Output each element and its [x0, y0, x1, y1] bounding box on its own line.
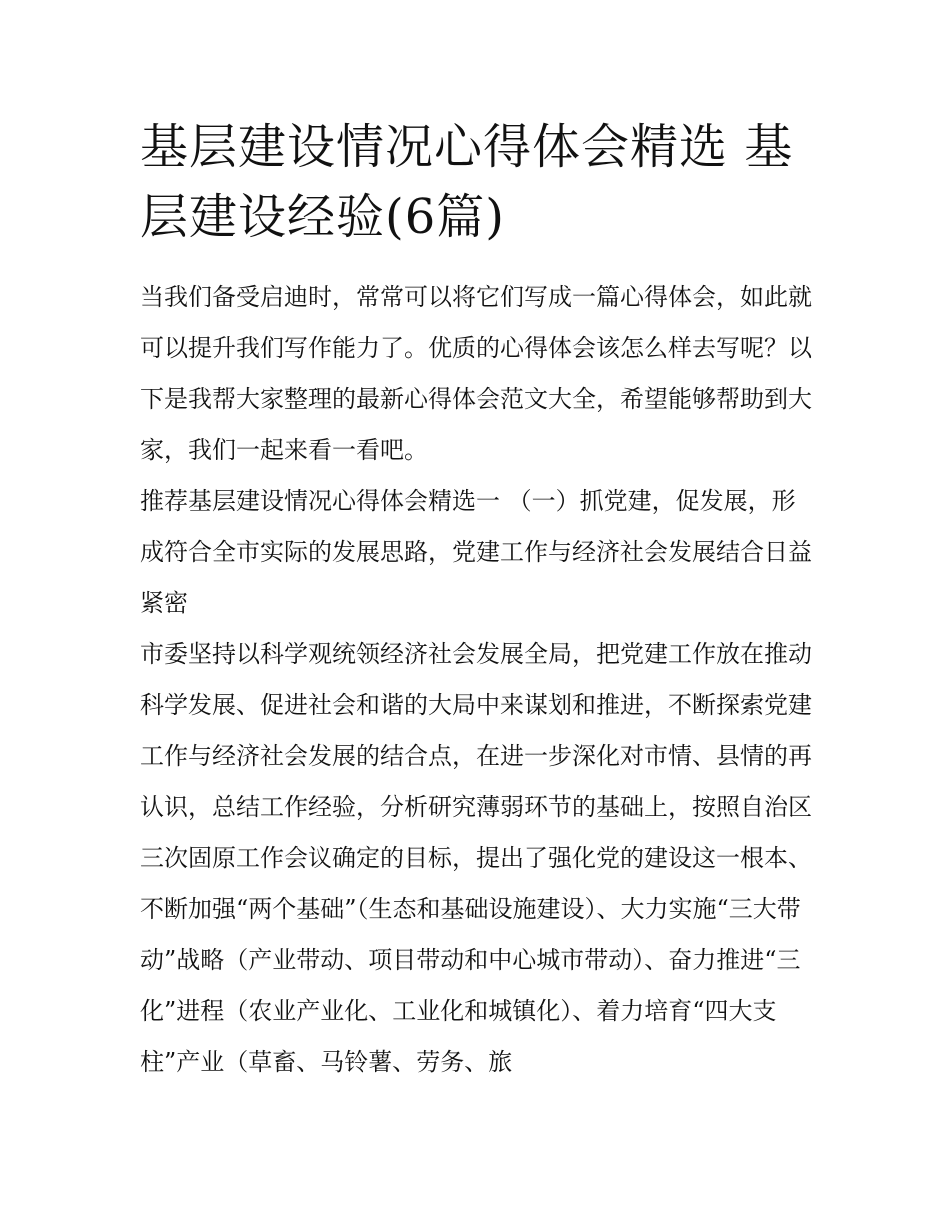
document-content [140, 112, 812, 1088]
body-paragraph: 市委坚持以科学观统领经济社会发展全局，把党建工作放在推动科学发展、促进社会和谐的大局中来谋划和推进，不断探索党建工作与经济社会发展的结合点，在进一步深化对市情、县情的再认识，总结工作经验，分析研究薄弱环节的基础上，按照自治区三次固原工作会议确定的目标，提出了强化党的建设这一根本、不断加强“两个基础”（生态和基础设施建设）、大力实施“三大带动”战略（产业带动、项目带动和中心城市带动）、奋力推进“三化”进程（农业产业化、工业化和城镇化）、着力培育“四大支柱”产业（草畜、马铃薯、劳务、旅 [140, 640, 812, 1076]
document-title: 基层建设情况心得体会精选 基层建设经验(6篇) [140, 119, 794, 245]
section-heading-paragraph: 推荐基层建设情况心得体会精选一 （一）抓党建，促发展，形成符合全市实际的发展思路，党建工作与经济社会发展结合日益紧密 [140, 487, 812, 617]
intro-paragraph: 当我们备受启迪时，常常可以将它们写成一篇心得体会，如此就可以提升我们写作能力了。优质的心得体会该怎么样去写呢？以下是我帮大家整理的最新心得体会范文大全，希望能够帮助到大家，我们一起来看一看吧。 [140, 283, 812, 464]
